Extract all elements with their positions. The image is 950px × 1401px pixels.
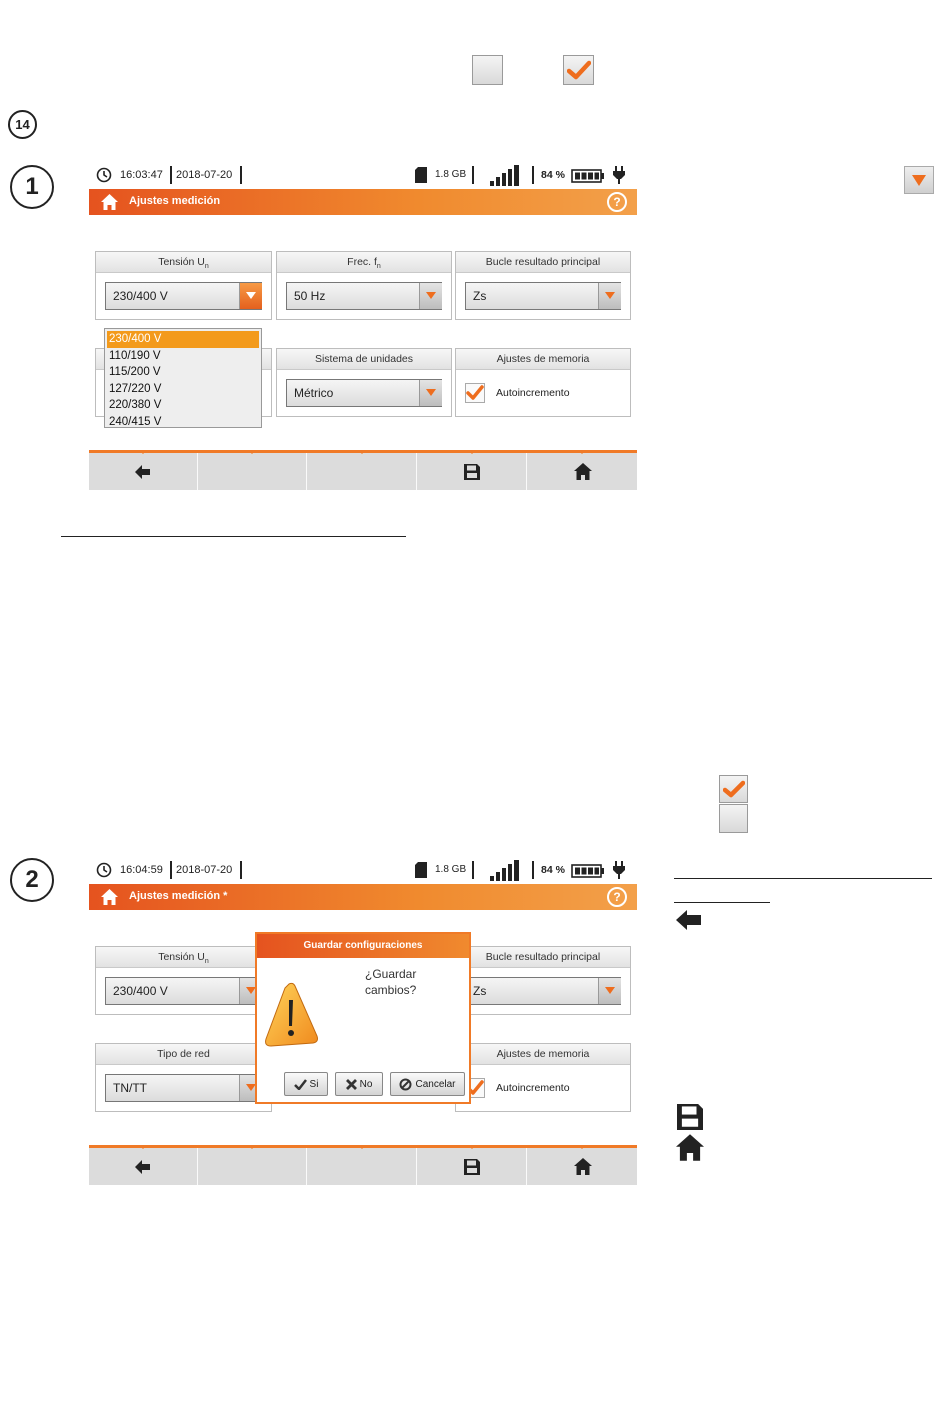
toolbar-empty-button[interactable] xyxy=(308,1148,417,1185)
help-icon[interactable]: ? xyxy=(607,887,627,907)
checkmark-icon xyxy=(466,384,484,402)
dropdown-option[interactable]: 127/220 V xyxy=(109,382,162,395)
network-select[interactable] xyxy=(105,1074,262,1102)
device-screen-2 xyxy=(89,858,637,1188)
frequency-panel xyxy=(276,251,452,320)
network-panel xyxy=(95,1043,272,1112)
voltage-select[interactable] xyxy=(105,977,262,1005)
home-icon xyxy=(574,1158,592,1175)
yes-label: Si xyxy=(309,1078,319,1090)
voltage-header: Tensión U xyxy=(158,951,205,963)
dropdown-option[interactable]: 220/380 V xyxy=(109,399,162,411)
chevron-down-icon xyxy=(905,167,933,193)
no-button[interactable] xyxy=(335,1072,383,1096)
loop-value: Zs xyxy=(473,984,487,998)
loop-panel xyxy=(455,251,631,320)
dropdown-option[interactable]: 240/415 V xyxy=(109,415,162,428)
home-icon[interactable] xyxy=(100,193,119,211)
clock-time: 16:03:47 xyxy=(120,169,163,181)
step-2-marker: 2 xyxy=(10,858,54,902)
chevron-down-icon[interactable] xyxy=(239,283,262,309)
title-bar xyxy=(89,189,637,215)
plug-icon xyxy=(612,166,626,184)
unchecked-checkbox-sample xyxy=(472,55,503,85)
frequency-header-sub: n xyxy=(376,263,381,271)
voltage-header-sub: n xyxy=(204,263,209,271)
screen-title: Ajustes medición xyxy=(129,195,221,207)
status-bar xyxy=(89,858,637,884)
loop-select[interactable] xyxy=(465,282,621,310)
home-icon[interactable] xyxy=(100,888,119,906)
voltage-header: Tensión U xyxy=(158,256,205,268)
unchecked-checkbox-sample xyxy=(719,804,748,833)
memory-header: Ajustes de memoria xyxy=(456,349,630,370)
battery-percent: 84 % xyxy=(541,864,565,876)
dialog-title: Guardar configuraciones xyxy=(257,934,469,958)
cancel-label: Cancelar xyxy=(415,1078,456,1090)
no-label: No xyxy=(359,1078,373,1090)
chevron-down-icon[interactable] xyxy=(419,380,442,406)
dropdown-option[interactable]: 230/400 V xyxy=(107,331,259,348)
screen-title: Ajustes medición * xyxy=(129,890,228,902)
yes-button[interactable] xyxy=(284,1072,328,1096)
home-button[interactable] xyxy=(528,1148,637,1185)
voltage-header-sub: n xyxy=(204,958,209,966)
checked-checkbox-sample xyxy=(563,55,594,85)
memory-free: 1.8 GB xyxy=(435,864,467,875)
back-button[interactable] xyxy=(89,453,198,490)
close-icon xyxy=(346,1079,357,1090)
divider-line xyxy=(674,902,770,903)
loop-panel xyxy=(455,946,631,1015)
save-icon xyxy=(676,1104,704,1130)
chevron-down-icon[interactable] xyxy=(598,283,621,309)
dropdown-arrow-sample xyxy=(904,166,934,194)
back-arrow-icon xyxy=(676,908,702,932)
divider-line xyxy=(674,878,932,879)
step-1-marker: 1 xyxy=(10,165,54,209)
status-date: 2018-07-20 xyxy=(176,169,233,181)
back-arrow-icon xyxy=(135,465,151,479)
clock-icon xyxy=(96,862,112,878)
sd-card-icon xyxy=(415,862,427,878)
battery-percent: 84 % xyxy=(541,169,565,181)
clock-icon xyxy=(96,167,112,183)
chevron-down-icon[interactable] xyxy=(419,283,442,309)
voltage-panel xyxy=(95,946,272,1015)
memory-panel xyxy=(455,1043,631,1112)
checkmark-icon xyxy=(294,1079,307,1090)
save-icon xyxy=(464,1159,480,1175)
voltage-panel xyxy=(95,251,272,320)
units-select[interactable] xyxy=(286,379,442,407)
save-settings-dialog xyxy=(255,932,471,1104)
checkmark-icon xyxy=(567,60,591,80)
loop-header: Bucle resultado principal xyxy=(456,947,630,968)
save-button[interactable] xyxy=(418,453,527,490)
memory-panel xyxy=(455,348,631,417)
save-button[interactable] xyxy=(418,1148,527,1185)
voltage-dropdown-list xyxy=(104,328,262,428)
toolbar-empty-button[interactable] xyxy=(308,453,417,490)
loop-value: Zs xyxy=(473,289,487,303)
dialog-message-line2: cambios? xyxy=(365,983,417,997)
status-bar xyxy=(89,163,637,189)
toolbar-empty-button[interactable] xyxy=(198,1148,307,1185)
clock-time: 16:04:59 xyxy=(120,864,163,876)
memory-header: Ajustes de memoria xyxy=(456,1044,630,1065)
network-value: TN/TT xyxy=(113,1081,147,1095)
frequency-select[interactable] xyxy=(286,282,442,310)
autoincrement-label: Autoincremento xyxy=(496,387,570,399)
voltage-value: 230/400 V xyxy=(113,289,168,303)
toolbar-empty-button[interactable] xyxy=(198,453,307,490)
home-icon xyxy=(676,1134,704,1161)
divider-line xyxy=(61,536,406,537)
chevron-down-icon[interactable] xyxy=(598,978,621,1004)
frequency-value: 50 Hz xyxy=(294,289,326,303)
network-header: Tipo de red xyxy=(96,1044,271,1065)
autoincrement-label: Autoincremento xyxy=(496,1082,570,1094)
autoincrement-checkbox[interactable] xyxy=(465,383,485,403)
signal-icon xyxy=(490,164,524,186)
dialog-message-line1: ¿Guardar xyxy=(365,967,417,981)
sd-card-icon xyxy=(415,167,427,183)
units-value: Métrico xyxy=(294,386,334,400)
loop-header: Bucle resultado principal xyxy=(456,252,630,273)
save-icon xyxy=(464,464,480,480)
battery-icon xyxy=(571,169,605,183)
units-panel xyxy=(276,348,452,417)
title-bar xyxy=(89,884,637,910)
help-icon[interactable]: ? xyxy=(607,192,627,212)
frequency-header: Frec. f xyxy=(347,256,377,268)
checkmark-icon xyxy=(723,780,745,798)
plug-icon xyxy=(612,861,626,879)
battery-icon xyxy=(571,864,605,878)
units-header: Sistema de unidades xyxy=(277,349,451,370)
memory-free: 1.8 GB xyxy=(435,169,467,180)
warning-icon xyxy=(263,982,319,1048)
step-14-marker: 14 xyxy=(8,110,37,139)
dropdown-option[interactable]: 115/200 V xyxy=(109,366,161,378)
bottom-toolbar xyxy=(89,450,637,490)
voltage-value: 230/400 V xyxy=(113,984,168,998)
signal-icon xyxy=(490,859,524,881)
home-button[interactable] xyxy=(528,453,637,490)
voltage-select[interactable] xyxy=(105,282,262,310)
cancel-icon xyxy=(399,1078,412,1091)
loop-select[interactable] xyxy=(465,977,621,1005)
dropdown-option[interactable]: 110/190 V xyxy=(109,349,161,362)
status-date: 2018-07-20 xyxy=(176,864,233,876)
device-screen-1 xyxy=(89,163,637,493)
back-button[interactable] xyxy=(89,1148,198,1185)
checked-checkbox-sample xyxy=(719,775,748,803)
back-arrow-icon xyxy=(135,1160,151,1174)
home-icon xyxy=(574,463,592,480)
cancel-button[interactable] xyxy=(390,1072,465,1096)
bottom-toolbar xyxy=(89,1145,637,1185)
